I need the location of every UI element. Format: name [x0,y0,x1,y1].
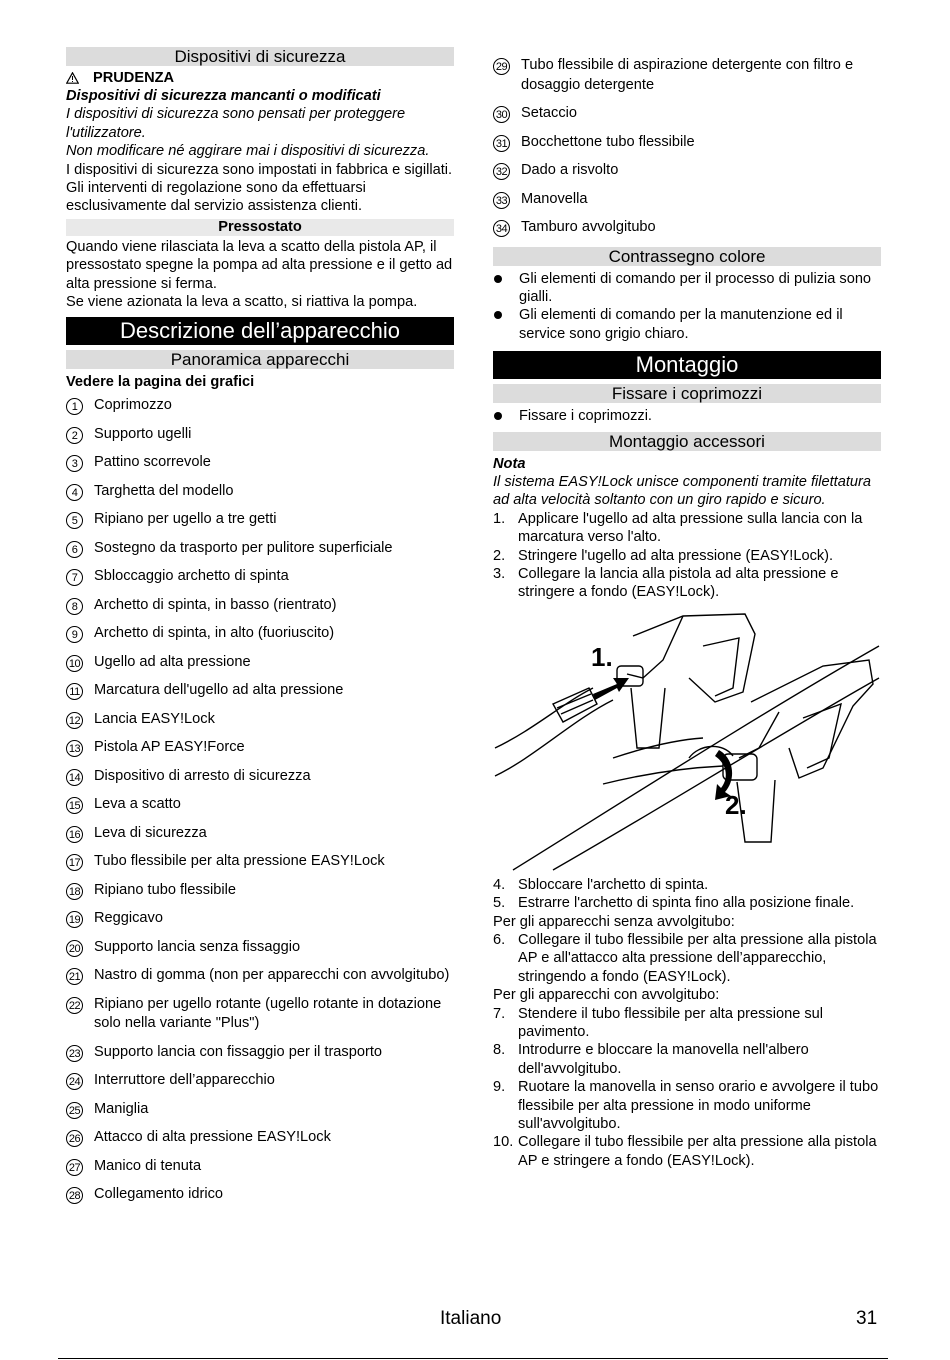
step-item [493,1005,881,1042]
component-number: 14 [66,769,83,786]
component-item [66,795,454,815]
step-item [493,547,881,565]
component-item [66,1043,454,1063]
component-item [66,453,454,473]
steps-list [493,931,881,986]
component-item [66,938,454,958]
step-number: 6. [493,932,506,948]
step-item [493,1133,881,1170]
step-text: Stendere il tubo flessibile per alta pressione sul pavimento. [518,1005,824,1041]
component-number: 17 [66,854,83,871]
component-number: 5 [66,512,83,529]
component-number: 8 [66,598,83,615]
component-item [66,681,454,701]
component-number: 20 [66,940,83,957]
step-number: 2. [493,547,506,564]
figure-label-2: 2. [725,789,747,820]
pressure-switch-heading: Pressostato [66,219,454,236]
component-item [66,653,454,673]
component-number: 2 [66,427,83,444]
component-label: Setaccio [521,105,577,121]
step-item [493,876,881,894]
warning-title: Dispositivi di sicurezza mancanti o modificati [66,88,381,104]
component-item [66,1128,454,1148]
component-item [66,909,454,929]
component-item [66,510,454,530]
component-number: 4 [66,484,83,501]
step-number: 9. [493,1079,506,1096]
component-item [66,852,454,872]
component-label: Ugello ad alta pressione [94,653,251,670]
component-label: Tubo flessibile per alta pressione EASY!Lock [94,853,385,870]
color-coding-item: Gli elementi di comando per la manutenzione ed il service sono grigio chiaro. [493,306,881,343]
component-number: 27 [66,1159,83,1176]
color-coding-heading: Contrassegno colore [493,247,881,266]
component-number: 12 [66,712,83,729]
warning-label: PRUDENZA [93,70,175,86]
component-item [493,190,881,210]
component-number: 15 [66,797,83,814]
component-label: Collegamento idrico [94,1186,223,1203]
component-label: Interruttore dell’apparecchio [94,1072,275,1089]
component-label: Supporto lancia senza fissaggio [94,938,301,955]
component-label: Sbloccaggio archetto di spinta [94,568,289,585]
component-number: 6 [66,541,83,558]
pressure-switch-text-2: Se viene azionata la leva a scatto, si riattiva la pompa. [66,294,418,311]
component-number: 25 [66,1102,83,1119]
component-label: Lancia EASY!Lock [94,710,215,727]
step-item [493,1041,881,1078]
step-text: Estrarre l'archetto di spinta fino alla posizione finale. [518,895,855,912]
overview-heading: Panoramica apparecchi [66,350,454,369]
no-reel-text: Per gli apparecchi senza avvolgitubo: [493,913,735,930]
component-item [66,881,454,901]
component-label: Dispositivo di arresto di sicurezza [94,767,311,784]
component-item [66,824,454,844]
component-number: 34 [493,220,510,237]
component-item [66,539,454,559]
footer-rule [58,1358,888,1359]
safety-text: I dispositivi di sicurezza sono impostati in fabbrica e sigillati. Gli interventi di regolazione sono da effettuarsi esclusivamente dal servizio assistenza clienti. [66,161,453,215]
component-item [493,104,881,124]
warning-triangle-icon [66,72,79,84]
component-item [66,1185,454,1205]
page-number: 31 [856,1308,878,1329]
step-number: 10. [493,1134,514,1151]
note-label: Nota [493,455,526,472]
step-text: Stringere l'ugello ad alta pressione (EASY!Lock). [518,547,834,564]
component-label: Sostegno da trasporto per pulitore superficiale [94,539,393,556]
bullet-icon [494,311,502,319]
component-item [493,161,881,181]
component-label: Ripiano per ugello a tre getti [94,511,277,528]
step-number: 5. [493,895,506,912]
component-label: Pattino scorrevole [94,454,211,471]
hubcaps-heading: Fissare i coprimozzi [493,384,881,403]
component-label: Maniglia [94,1100,149,1117]
component-item [66,1100,454,1120]
step-number: 4. [493,876,506,893]
component-label: Targhetta del modello [94,482,234,499]
component-item [66,425,454,445]
component-number: 22 [66,997,83,1014]
component-number: 10 [66,655,83,672]
step-text: Applicare l'ugello ad alta pressione sulla lancia con la marcatura verso l'alto. [518,510,863,546]
component-number: 18 [66,883,83,900]
pressure-switch-text-1: Quando viene rilasciata la leva a scatto della pistola AP, il pressostato spegne la pompa ad alta pressione e il getto ad alta pressione si ferma. [66,238,453,292]
warning-text-2: Non modificare né aggirare mai i dispositivi di sicurezza. [66,143,430,160]
component-label: Supporto lancia con fissaggio per il trasporto [94,1043,382,1060]
component-label: Ripiano per ugello rotante (ugello rotante in dotazione solo nella variante "Plus") [94,995,442,1032]
bullet-icon [494,275,502,283]
step-item [493,894,881,912]
step-item [493,931,881,986]
component-item [66,738,454,758]
bullet-icon [494,412,502,420]
component-item [66,596,454,616]
component-label: Manico di tenuta [94,1157,202,1174]
note-text: Il sistema EASY!Lock unisce componenti tramite filettatura ad alta velocità soltanto con un giro rapido e sicuro. [493,473,871,509]
component-label: Manovella [521,190,588,207]
hubcaps-item: Fissare i coprimozzi. [493,407,881,425]
component-number: 23 [66,1045,83,1062]
step-text: Ruotare la manovella in senso orario e avvolgere il tubo flessibile per alta pressione in modo uniforme sull'avvolgitubo. [518,1079,879,1133]
component-label: Ripiano tubo flessibile [94,881,236,898]
component-number: 31 [493,135,510,152]
component-number: 26 [66,1130,83,1147]
component-item [66,567,454,587]
right-column [493,56,881,1170]
step-text: Collegare la lancia alla pistola ad alta pressione e stringere a fondo (EASY!Lock). [518,565,839,601]
step-item [493,1078,881,1133]
step-number: 1. [493,510,506,527]
step-number: 8. [493,1042,506,1059]
component-label: Archetto di spinta, in basso (rientrato) [94,596,337,613]
with-reel-text: Per gli apparecchi con avvolgitubo: [493,987,720,1004]
assembly-illustration [493,608,881,872]
component-item [66,995,454,1034]
component-number: 30 [493,106,510,123]
component-item [66,1071,454,1091]
steps-list [493,510,881,602]
steps-list [493,1005,881,1171]
component-number: 24 [66,1073,83,1090]
component-label: Nastro di gomma (non per apparecchi con avvolgitubo) [94,967,450,984]
component-label: Marcatura dell'ugello ad alta pressione [94,682,344,699]
arrow-icon [593,678,629,700]
component-item [66,1157,454,1177]
component-item [493,56,881,95]
component-number: 33 [493,192,510,209]
step-item [493,510,881,547]
component-label: Attacco di alta pressione EASY!Lock [94,1129,331,1146]
component-item [66,966,454,986]
component-number: 28 [66,1187,83,1204]
component-number: 16 [66,826,83,843]
component-label: Leva di sicurezza [94,824,207,841]
component-list-right [493,56,881,238]
safety-heading: Dispositivi di sicurezza [66,47,454,66]
see-graphics-text: Vedere la pagina dei grafici [66,374,255,391]
component-label: Coprimozzo [94,397,172,414]
footer-language: Italiano [440,1308,502,1329]
step-text: Introdurre e bloccare la manovella nell'albero dell'avvolgitubo. [518,1042,809,1077]
step-text: Sbloccare l'archetto di spinta. [518,876,709,893]
component-number: 19 [66,911,83,928]
step-number: 7. [493,1005,506,1022]
component-label: Pistola AP EASY!Force [94,739,245,756]
component-number: 32 [493,163,510,180]
steps-list [493,876,881,913]
component-number: 21 [66,968,83,985]
color-coding-item: Gli elementi di comando per il processo di pulizia sono gialli. [493,270,881,307]
component-number: 13 [66,740,83,757]
component-number: 11 [66,683,83,700]
component-item [66,396,454,416]
component-item [66,767,454,787]
warning-text-1: I dispositivi di sicurezza sono pensati per proteggere l'utilizzatore. [66,106,406,141]
component-item [493,218,881,238]
component-label: Reggicavo [94,910,163,927]
component-label: Bocchettone tubo flessibile [521,133,695,150]
step-text: Collegare il tubo flessibile per alta pressione alla pistola AP e stringere a fondo (EASY!Lock). [518,1134,877,1169]
figure-label-1: 1. [591,641,613,672]
step-item [493,565,881,602]
step-text: Collegare il tubo flessibile per alta pressione alla pistola AP e all'attacco alta pressione dell’apparecchio, stringendo a fondo (EASY!Lock). [518,932,877,985]
component-number: 9 [66,626,83,643]
component-number: 7 [66,569,83,586]
component-item [66,710,454,730]
component-label: Dado a risvolto [521,162,619,178]
component-item [66,624,454,644]
component-number: 29 [493,58,510,75]
warning-label-row [66,70,454,87]
accessories-heading: Montaggio accessori [493,432,881,451]
component-label: Tamburo avvolgitubo [521,219,656,235]
component-label: Archetto di spinta, in alto (fuoriuscito) [94,625,335,642]
assembly-heading: Montaggio [493,351,881,379]
component-label: Supporto ugelli [94,425,192,442]
component-item [66,482,454,502]
step-number: 3. [493,565,506,582]
component-list-left [66,396,454,1205]
component-label: Leva a scatto [94,796,181,813]
component-label: Tubo flessibile di aspirazione detergente con filtro e dosaggio detergente [521,57,854,93]
left-column [66,47,454,1214]
component-item [493,133,881,153]
component-number: 1 [66,398,83,415]
component-number: 3 [66,455,83,472]
description-heading: Descrizione dell’apparecchio [66,317,454,345]
